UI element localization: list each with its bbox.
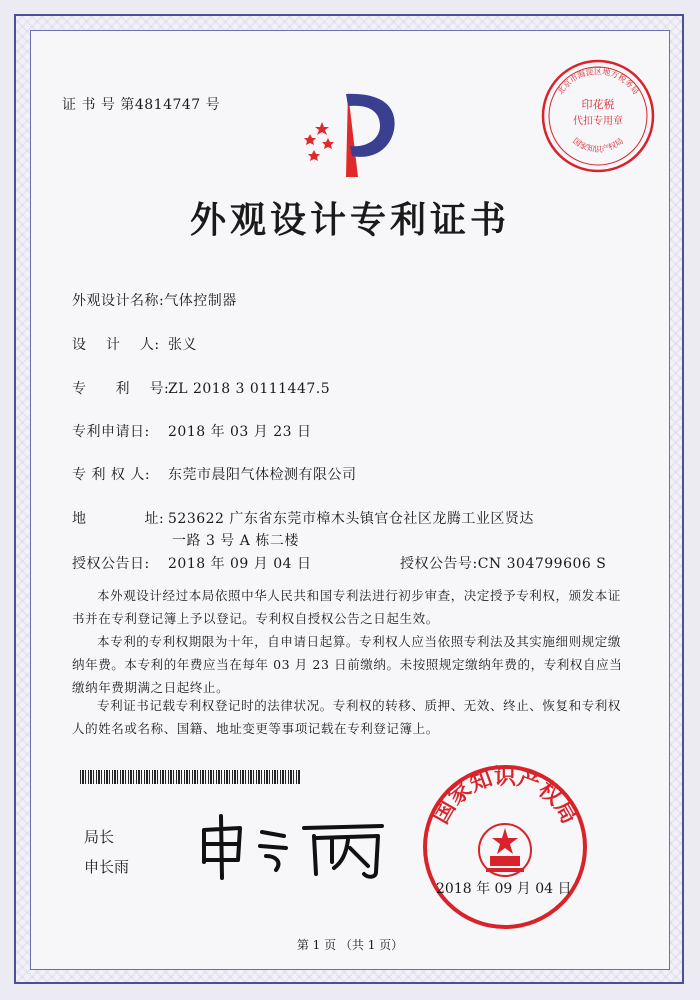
certificate-number: 证 书 号 第4814747 号 bbox=[62, 97, 221, 113]
barcode bbox=[80, 770, 300, 784]
director-name: 申长雨 bbox=[84, 858, 130, 876]
patent-number-row: 专 利 号:ZL 2018 3 0111447.5 bbox=[72, 381, 331, 397]
seal-date: 2018 年 09 月 04 日 bbox=[436, 881, 572, 897]
svg-text:国家知识产权局: 国家知识产权局 bbox=[428, 765, 582, 829]
cnipa-logo-icon bbox=[290, 82, 410, 182]
body-paragraph-2: 本专利的专利权期限为十年，自申请日起算。专利权人应当依照专利法及其实施细则规定缴纳年费。本专利的年费应当在每年 03 月 23 日前缴纳。未按照规定缴纳年费的，专利权自应当缴纳年费期满之日起终止。 bbox=[72, 634, 623, 695]
handwritten-signature-icon bbox=[192, 812, 392, 882]
address-row: 地 址: 523622 广东省东莞市樟木头镇官仓社区龙腾工业区贤达 bbox=[72, 511, 534, 527]
body-paragraph-3: 专利证书记载专利权登记时的法律状况。专利权的转移、质押、无效、终止、恢复和专利权人的姓名或名称、国籍、地址变更等事项记载在专利登记簿上。 bbox=[72, 698, 622, 736]
tax-seal-icon bbox=[538, 56, 658, 176]
grant-date-row: 授权公告日: 2018 年 09 月 04 日 bbox=[72, 556, 312, 572]
director-title: 局长 bbox=[84, 828, 115, 846]
design-name-row: 外观设计名称:气体控制器 bbox=[72, 293, 237, 309]
grant-number-row: 授权公告号:CN 304799606 S bbox=[400, 556, 607, 572]
filing-date-row: 专利申请日: 2018 年 03 月 23 日 bbox=[72, 424, 312, 440]
certificate-title: 外观设计专利证书 bbox=[189, 199, 510, 241]
patentee-row: 专 利 权 人: 东莞市晨阳气体检测有限公司 bbox=[72, 467, 357, 483]
svg-text:代扣专用章: 代扣专用章 bbox=[573, 116, 623, 127]
page-number: 第 1 页 （共 1 页） bbox=[296, 938, 404, 952]
svg-text:北京市海淀区地方税务局: 北京市海淀区地方税务局 bbox=[555, 67, 641, 97]
official-seal-icon bbox=[420, 762, 590, 932]
svg-text:国家知识产权局: 国家知识产权局 bbox=[571, 136, 625, 154]
address-line2: 一路 3 号 A 栋二楼 bbox=[172, 533, 299, 549]
svg-text:印花税: 印花税 bbox=[581, 98, 615, 111]
designer-row: 设 计 人: 张义 bbox=[72, 337, 197, 353]
body-paragraph-1: 本外观设计经过本局依照中华人民共和国专利法进行初步审查，决定授予专利权，颁发本证书并在专利登记簿上予以登记。专利权自授权公告之日起生效。 bbox=[72, 588, 622, 626]
